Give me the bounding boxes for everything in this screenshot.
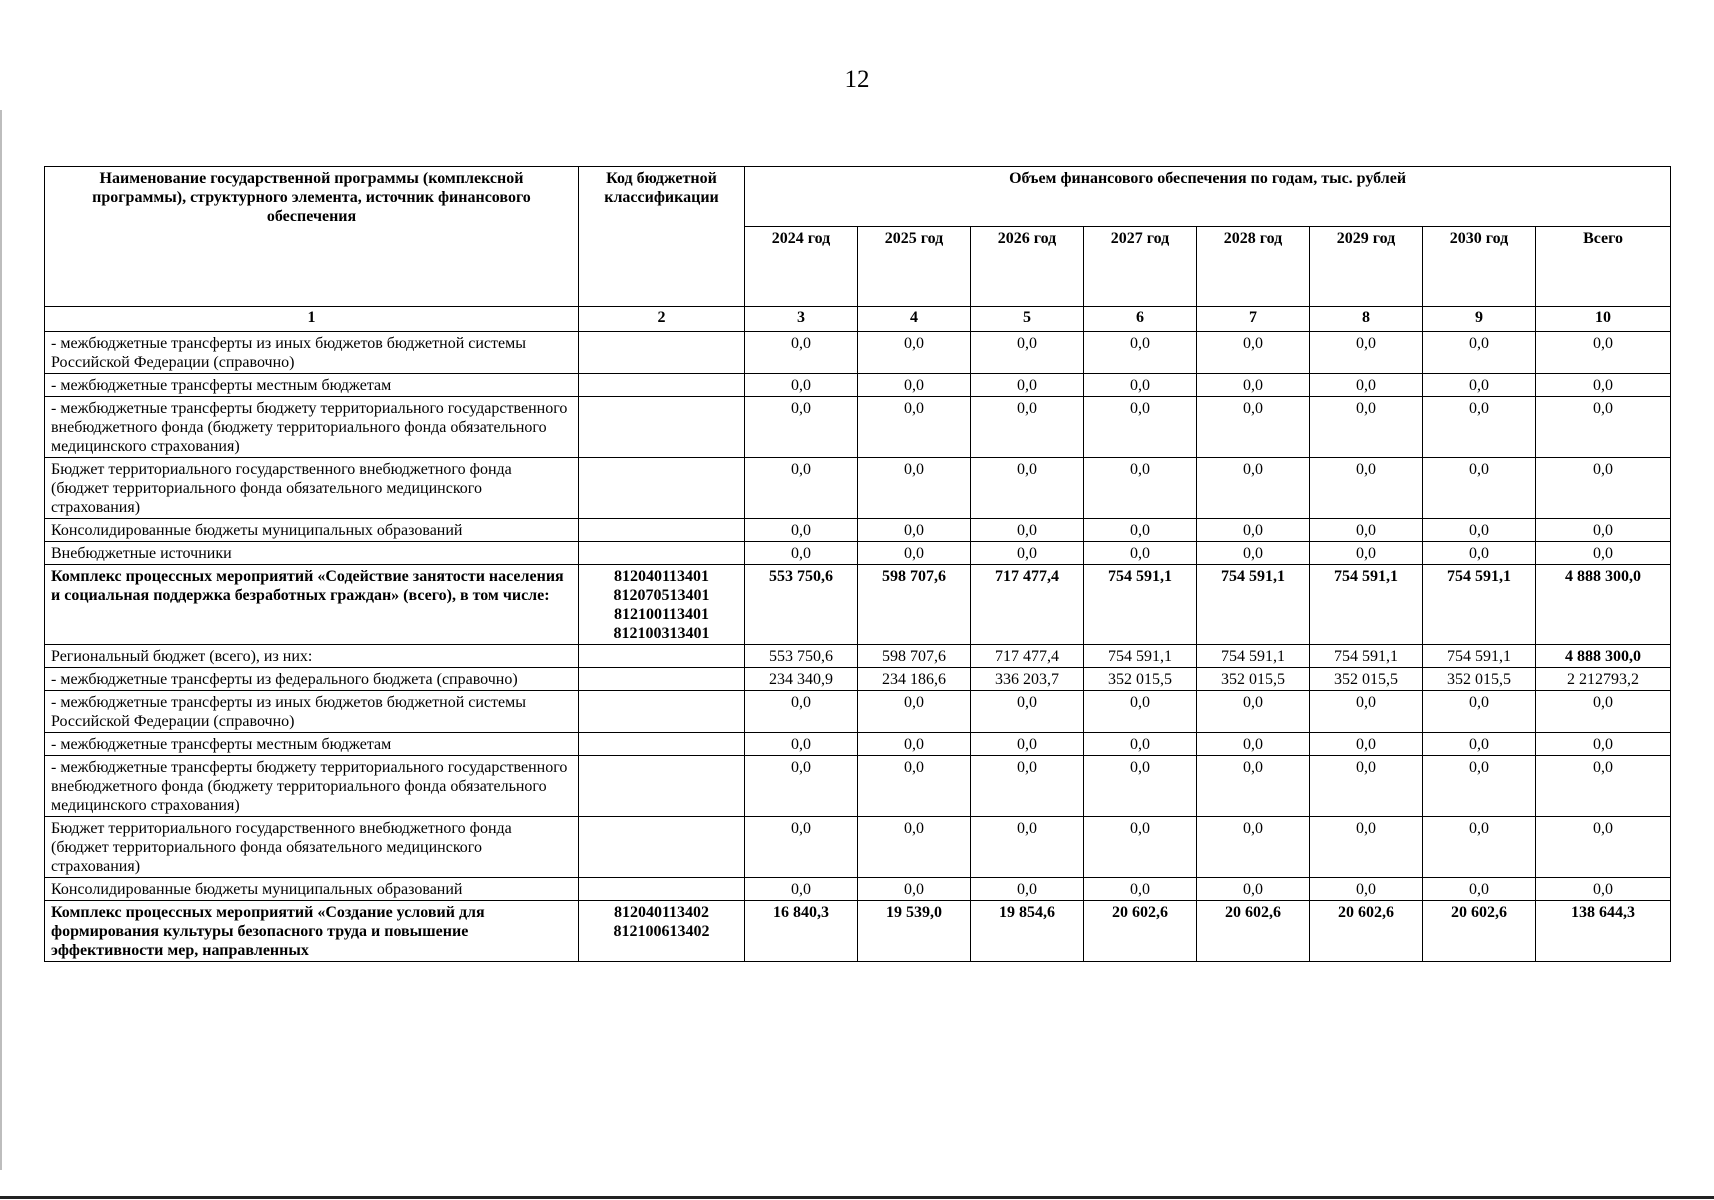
row-name: Комплекс процессных мероприятий «Создание условий для формирования культуры безопасного труда и повышение эффективности мер, направленных (45, 901, 579, 962)
row-value: 352 015,5 (1310, 668, 1423, 691)
row-total: 0,0 (1536, 458, 1671, 519)
column-index: 1 (45, 307, 579, 332)
header-year: 2027 год (1084, 227, 1197, 307)
table-row (45, 332, 1671, 374)
row-total: 138 644,3 (1536, 901, 1671, 962)
row-value: 0,0 (745, 332, 858, 374)
table-body (45, 332, 1671, 962)
row-value: 20 602,6 (1084, 901, 1197, 962)
column-index: 9 (1423, 307, 1536, 332)
table-row (45, 645, 1671, 668)
row-value: 0,0 (1423, 519, 1536, 542)
row-code (579, 519, 745, 542)
row-value: 0,0 (1197, 733, 1310, 756)
row-code (579, 645, 745, 668)
table-row (45, 397, 1671, 458)
row-value: 352 015,5 (1423, 668, 1536, 691)
column-index: 2 (579, 307, 745, 332)
column-index: 5 (971, 307, 1084, 332)
row-value: 336 203,7 (971, 668, 1084, 691)
row-value: 0,0 (1423, 332, 1536, 374)
header-year: 2025 год (858, 227, 971, 307)
row-value: 0,0 (858, 542, 971, 565)
row-code (579, 878, 745, 901)
row-value: 0,0 (858, 374, 971, 397)
scan-bottom-edge (0, 1196, 1714, 1199)
row-value: 0,0 (1197, 332, 1310, 374)
row-name: Консолидированные бюджеты муниципальных образований (45, 519, 579, 542)
table-row (45, 519, 1671, 542)
row-value: 0,0 (971, 374, 1084, 397)
row-value: 0,0 (745, 397, 858, 458)
row-value: 0,0 (1310, 397, 1423, 458)
row-value: 0,0 (971, 519, 1084, 542)
page-number: 12 (844, 66, 870, 93)
header-total: Всего (1536, 227, 1671, 307)
row-value: 717 477,4 (971, 565, 1084, 645)
row-value: 20 602,6 (1423, 901, 1536, 962)
row-name: - межбюджетные трансферты бюджету территориального государственного внебюджетного фонда (бюджету территориального фонда обязательного медицинского страхования) (45, 397, 579, 458)
row-name: Бюджет территориального государственного внебюджетного фонда (бюджет территориального фонда обязательного медицинского страхования) (45, 458, 579, 519)
row-value: 0,0 (1084, 332, 1197, 374)
header-year: 2029 год (1310, 227, 1423, 307)
row-name: Консолидированные бюджеты муниципальных образований (45, 878, 579, 901)
row-value: 0,0 (1084, 691, 1197, 733)
row-value: 0,0 (971, 458, 1084, 519)
row-total: 0,0 (1536, 817, 1671, 878)
row-value: 0,0 (971, 817, 1084, 878)
row-value: 0,0 (971, 691, 1084, 733)
header-name-column: Наименование государственной программы (комплексной программы), структурного элемента, источник финансового обеспечения (45, 167, 579, 307)
row-total: 0,0 (1536, 397, 1671, 458)
row-value: 0,0 (745, 878, 858, 901)
row-value: 0,0 (1310, 374, 1423, 397)
row-value: 0,0 (745, 817, 858, 878)
row-value: 0,0 (858, 332, 971, 374)
row-value: 0,0 (745, 691, 858, 733)
row-value: 0,0 (1197, 878, 1310, 901)
row-value: 0,0 (1084, 542, 1197, 565)
row-value: 0,0 (971, 878, 1084, 901)
row-value: 0,0 (858, 458, 971, 519)
row-value: 0,0 (745, 542, 858, 565)
row-code (579, 458, 745, 519)
row-value: 0,0 (1423, 878, 1536, 901)
row-value: 234 186,6 (858, 668, 971, 691)
row-value: 754 591,1 (1084, 645, 1197, 668)
row-code (579, 756, 745, 817)
row-total: 0,0 (1536, 878, 1671, 901)
row-total: 2 212793,2 (1536, 668, 1671, 691)
row-value: 598 707,6 (858, 565, 971, 645)
row-code (579, 691, 745, 733)
column-index: 6 (1084, 307, 1197, 332)
row-value: 0,0 (1423, 374, 1536, 397)
row-value: 0,0 (1310, 542, 1423, 565)
row-name: - межбюджетные трансферты из федерального бюджета (справочно) (45, 668, 579, 691)
row-value: 234 340,9 (745, 668, 858, 691)
row-value: 0,0 (858, 691, 971, 733)
table-row (45, 817, 1671, 878)
row-value: 754 591,1 (1423, 565, 1536, 645)
row-code (579, 817, 745, 878)
row-name: - межбюджетные трансферты местным бюджетам (45, 374, 579, 397)
table-row (45, 458, 1671, 519)
row-value: 352 015,5 (1084, 668, 1197, 691)
row-value: 0,0 (1197, 519, 1310, 542)
table-row (45, 733, 1671, 756)
row-value: 19 539,0 (858, 901, 971, 962)
table-row (45, 542, 1671, 565)
table-row (45, 756, 1671, 817)
row-value: 598 707,6 (858, 645, 971, 668)
header-year: 2024 год (745, 227, 858, 307)
row-value: 0,0 (1423, 733, 1536, 756)
row-value: 0,0 (1197, 397, 1310, 458)
row-total: 0,0 (1536, 733, 1671, 756)
table-row (45, 668, 1671, 691)
row-value: 0,0 (858, 397, 971, 458)
row-value: 20 602,6 (1310, 901, 1423, 962)
row-value: 0,0 (1310, 691, 1423, 733)
row-value: 0,0 (1197, 756, 1310, 817)
row-value: 754 591,1 (1197, 645, 1310, 668)
row-total: 4 888 300,0 (1536, 565, 1671, 645)
column-index: 7 (1197, 307, 1310, 332)
row-value: 0,0 (745, 519, 858, 542)
row-value: 754 591,1 (1310, 645, 1423, 668)
row-name: Комплекс процессных мероприятий «Содействие занятости населения и социальная поддержка безработных граждан» (всего), в том числе: (45, 565, 579, 645)
table-row (45, 565, 1671, 645)
header-year: 2026 год (971, 227, 1084, 307)
row-value: 754 591,1 (1084, 565, 1197, 645)
row-total: 4 888 300,0 (1536, 645, 1671, 668)
row-name: - межбюджетные трансферты из иных бюджетов бюджетной системы Российской Федерации (справочно) (45, 332, 579, 374)
row-code (579, 374, 745, 397)
header-code-column: Код бюджетной классификации (579, 167, 745, 307)
row-value: 0,0 (1084, 817, 1197, 878)
row-value: 0,0 (1310, 519, 1423, 542)
row-value: 0,0 (1423, 542, 1536, 565)
row-total: 0,0 (1536, 542, 1671, 565)
row-name: Бюджет территориального государственного внебюджетного фонда (бюджет территориального фонда обязательного медицинского страхования) (45, 817, 579, 878)
column-index: 4 (858, 307, 971, 332)
row-value: 0,0 (1310, 878, 1423, 901)
row-value: 0,0 (971, 542, 1084, 565)
row-total: 0,0 (1536, 691, 1671, 733)
row-value: 0,0 (1084, 733, 1197, 756)
column-index: 3 (745, 307, 858, 332)
row-name: - межбюджетные трансферты бюджету территориального государственного внебюджетного фонда (бюджету территориального фонда обязательного медицинского страхования) (45, 756, 579, 817)
row-value: 0,0 (971, 756, 1084, 817)
row-value: 0,0 (1084, 458, 1197, 519)
row-value: 0,0 (1084, 374, 1197, 397)
row-name: - межбюджетные трансферты местным бюджетам (45, 733, 579, 756)
row-value: 0,0 (1423, 691, 1536, 733)
row-code: 812040113401 812070513401 812100113401 812100313401 (579, 565, 745, 645)
row-value: 754 591,1 (1310, 565, 1423, 645)
row-value: 0,0 (971, 332, 1084, 374)
row-value: 0,0 (858, 756, 971, 817)
row-name: Региональный бюджет (всего), из них: (45, 645, 579, 668)
table-row (45, 901, 1671, 962)
row-value: 0,0 (1423, 756, 1536, 817)
row-value: 0,0 (745, 756, 858, 817)
row-value: 553 750,6 (745, 565, 858, 645)
row-value: 0,0 (1084, 878, 1197, 901)
row-total: 0,0 (1536, 374, 1671, 397)
header-year: 2030 год (1423, 227, 1536, 307)
row-value: 553 750,6 (745, 645, 858, 668)
row-value: 16 840,3 (745, 901, 858, 962)
row-value: 0,0 (858, 733, 971, 756)
row-code (579, 332, 745, 374)
row-value: 0,0 (745, 458, 858, 519)
row-value: 0,0 (745, 374, 858, 397)
row-value: 0,0 (1197, 817, 1310, 878)
table-row (45, 374, 1671, 397)
column-index: 10 (1536, 307, 1671, 332)
row-name: - межбюджетные трансферты из иных бюджетов бюджетной системы Российской Федерации (справочно) (45, 691, 579, 733)
financing-table (44, 166, 1671, 962)
row-value: 0,0 (1423, 458, 1536, 519)
row-value: 20 602,6 (1197, 901, 1310, 962)
row-code (579, 397, 745, 458)
row-value: 352 015,5 (1197, 668, 1310, 691)
row-value: 0,0 (1084, 519, 1197, 542)
row-total: 0,0 (1536, 519, 1671, 542)
row-value: 0,0 (1310, 733, 1423, 756)
row-value: 0,0 (1197, 542, 1310, 565)
table-row (45, 878, 1671, 901)
row-code (579, 542, 745, 565)
row-value: 0,0 (1310, 458, 1423, 519)
row-total: 0,0 (1536, 332, 1671, 374)
row-code (579, 733, 745, 756)
row-value: 0,0 (1310, 817, 1423, 878)
row-value: 0,0 (1197, 374, 1310, 397)
row-value: 717 477,4 (971, 645, 1084, 668)
row-value: 0,0 (1197, 691, 1310, 733)
row-value: 0,0 (971, 733, 1084, 756)
header-year: 2028 год (1197, 227, 1310, 307)
scan-left-border (0, 110, 2, 1170)
row-value: 0,0 (745, 733, 858, 756)
row-code: 812040113402 812100613402 (579, 901, 745, 962)
row-value: 754 591,1 (1423, 645, 1536, 668)
row-value: 0,0 (858, 519, 971, 542)
row-value: 0,0 (1423, 817, 1536, 878)
row-value: 0,0 (971, 397, 1084, 458)
row-value: 0,0 (1084, 756, 1197, 817)
row-value: 0,0 (1423, 397, 1536, 458)
column-index-row (45, 307, 1671, 332)
header-volume: Объем финансового обеспечения по годам, тыс. рублей (745, 167, 1671, 227)
table-row (45, 691, 1671, 733)
row-value: 0,0 (1197, 458, 1310, 519)
column-index: 8 (1310, 307, 1423, 332)
row-name: Внебюджетные источники (45, 542, 579, 565)
row-value: 754 591,1 (1197, 565, 1310, 645)
row-value: 0,0 (858, 817, 971, 878)
row-value: 0,0 (1310, 332, 1423, 374)
row-value: 19 854,6 (971, 901, 1084, 962)
row-value: 0,0 (858, 878, 971, 901)
row-value: 0,0 (1310, 756, 1423, 817)
row-total: 0,0 (1536, 756, 1671, 817)
row-code (579, 668, 745, 691)
row-value: 0,0 (1084, 397, 1197, 458)
